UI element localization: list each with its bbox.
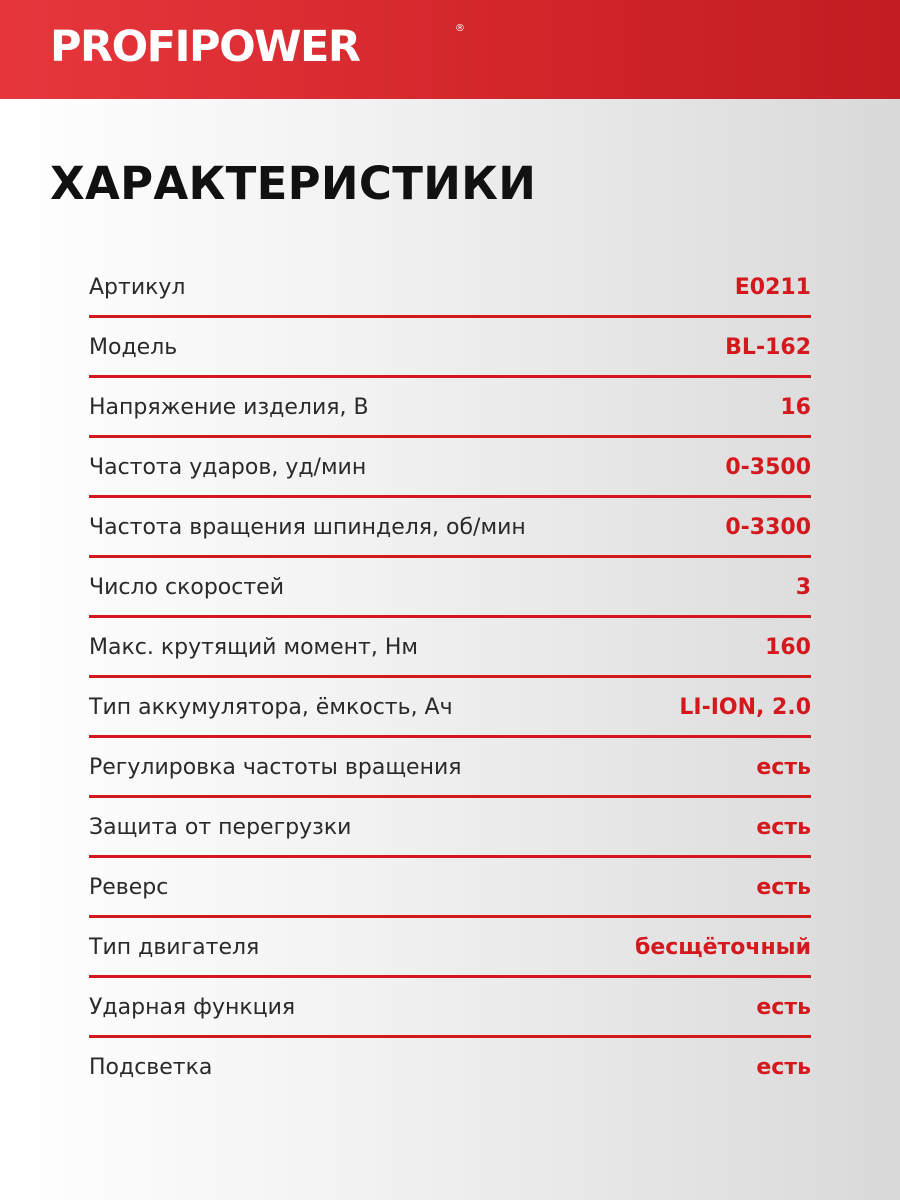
spec-value: бесщёточный [634, 935, 811, 960]
spec-row-overload-protection [89, 798, 811, 858]
spec-table [89, 258, 811, 1098]
spec-row-article [89, 258, 811, 318]
spec-label: Подсветка [89, 1055, 213, 1080]
spec-row-speed-count [89, 558, 811, 618]
spec-value: есть [756, 1055, 811, 1080]
spec-row-impact-rate [89, 438, 811, 498]
spec-row-backlight [89, 1038, 811, 1098]
spec-label: Макс. крутящий момент, Нм [89, 635, 418, 660]
spec-label: Частота ударов, уд/мин [89, 455, 367, 480]
spec-value: E0211 [734, 275, 811, 300]
brand-logo: PROFIPOWER [50, 22, 360, 72]
spec-label: Регулировка частоты вращения [89, 755, 462, 780]
spec-row-voltage [89, 378, 811, 438]
spec-label: Число скоростей [89, 575, 285, 600]
spec-value: есть [756, 815, 811, 840]
spec-value: 0-3300 [725, 515, 811, 540]
spec-value: есть [756, 995, 811, 1020]
spec-row-spindle-speed [89, 498, 811, 558]
spec-value: BL-162 [725, 335, 811, 360]
spec-value: LI-ION, 2.0 [679, 695, 811, 720]
spec-value: 16 [780, 395, 811, 420]
brand-header [0, 0, 900, 99]
spec-row-battery [89, 678, 811, 738]
spec-label: Напряжение изделия, В [89, 395, 369, 420]
registered-mark: ® [455, 23, 465, 34]
spec-label: Реверс [89, 875, 169, 900]
spec-row-model [89, 318, 811, 378]
spec-value: 3 [795, 575, 811, 600]
page-title: ХАРАКТЕРИСТИКИ [50, 157, 537, 210]
spec-label: Защита от перегрузки [89, 815, 352, 840]
spec-value: 160 [765, 635, 811, 660]
spec-label: Частота вращения шпинделя, об/мин [89, 515, 526, 540]
spec-label: Модель [89, 335, 178, 360]
spec-row-reverse [89, 858, 811, 918]
spec-row-impact-function [89, 978, 811, 1038]
spec-label: Ударная функция [89, 995, 296, 1020]
spec-row-motor-type [89, 918, 811, 978]
spec-label: Артикул [89, 275, 186, 300]
spec-value: есть [756, 755, 811, 780]
spec-row-speed-control [89, 738, 811, 798]
spec-row-max-torque [89, 618, 811, 678]
spec-value: есть [756, 875, 811, 900]
spec-label: Тип двигателя [89, 935, 260, 960]
spec-label: Тип аккумулятора, ёмкость, Ач [89, 695, 453, 720]
spec-value: 0-3500 [725, 455, 811, 480]
